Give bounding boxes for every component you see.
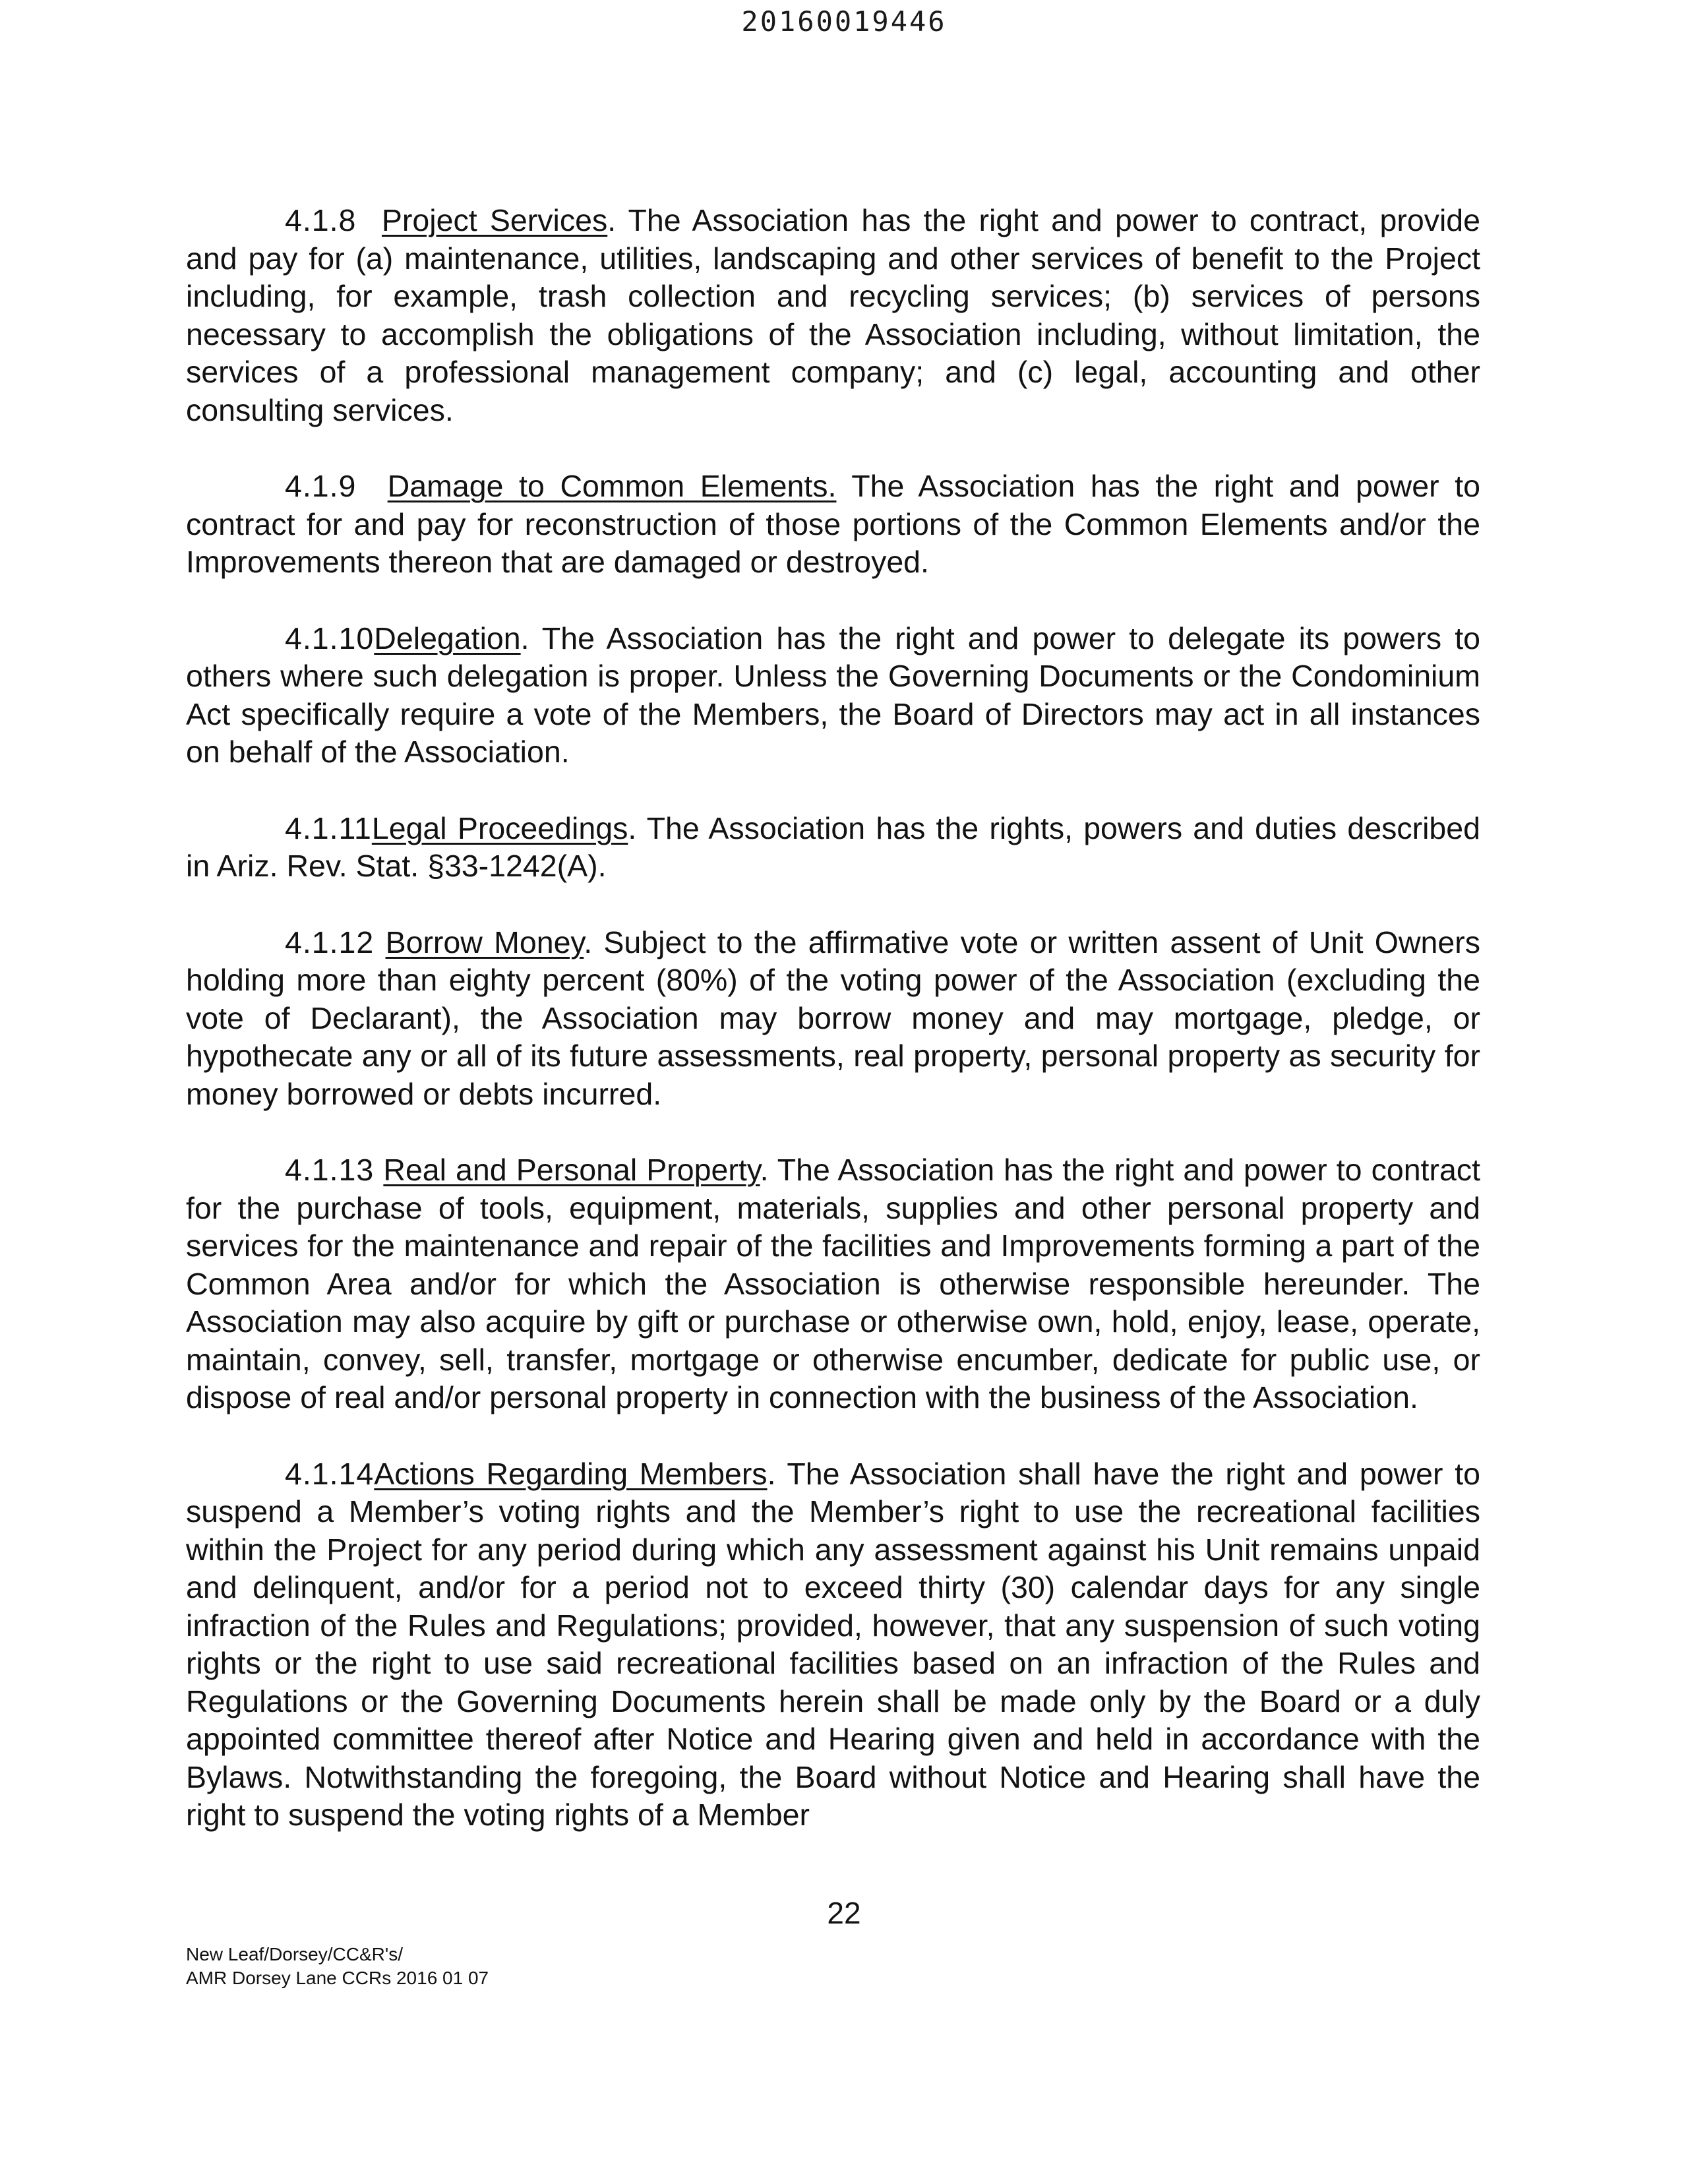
- section-text: . The Association has the right and power to delegate its powers to others where such delegation is proper. Unless the Governing Documents or the Condominium Act specifically require a vote of the Members, the Board of Directors may act in all instances on behalf of the Association.: [186, 621, 1480, 769]
- document-body: [186, 202, 1480, 1835]
- section-text: . Subject to the affirmative vote or written assent of Unit Owners holding more than eighty percent (80%) of the voting power of the Association (excluding the vote of Declarant), the Association may borrow money and may mortgage, pledge, or hypothecate any or all of its future assessments, real property, personal property as security for money borrowed or debts incurred.: [186, 925, 1481, 1111]
- section-number: 4.1.8: [285, 203, 357, 237]
- section-number: 4.1.9: [285, 469, 357, 503]
- section-title: Project Services: [381, 203, 608, 237]
- section-4-1-10: [186, 620, 1480, 772]
- section-4-1-14: [186, 1455, 1480, 1835]
- document-recording-number: 20160019446: [741, 5, 947, 38]
- section-number: 4.1.12: [285, 925, 375, 959]
- footer-line-1: New Leaf/Dorsey/CC&R's/: [186, 1944, 403, 1964]
- section-text: . The Association shall have the right and power to suspend a Member’s voting rights and the Member’s right to use the recreational facilities within the Project for any period during which any assessment against his Unit remains unpaid and delinquent, and/or for a period not to exceed thirty (30) calendar days for any single infraction of the Rules and Regulations; provided, however, that any suspension of such voting rights or the right to use said recreational facilities based on an infraction of the Rules and Regulations or the Governing Documents herein shall be made only by the Board or a duly appointed committee thereof after Notice and Hearing given and held in accordance with the Bylaws. Notwithstanding the foregoing, the Board without Notice and Hearing shall have the right to suspend the voting rights of a Member: [186, 1456, 1480, 1832]
- section-text: . The Association has the rights, powers and duties described in Ariz. Rev. Stat. §33-1242(A).: [186, 810, 1480, 883]
- section-text: The Association has the right and power to contract for and pay for reconstruction of those portions of the Common Elements and/or the Improvements thereon that are damaged or destroyed.: [186, 469, 1481, 579]
- section-text: . The Association has the right and power to contract, provide and pay for (a) maintenance, utilities, landscaping and other services of benefit to the Project including, for example, trash collection and recycling services; (b) services of persons necessary to accomplish the obligations of the Association including, without limitation, the services of a professional management company; and (c) legal, accounting and other consulting services.: [186, 203, 1481, 427]
- section-number: 4.1.11: [285, 810, 372, 845]
- file-path-footer: [186, 1943, 489, 1990]
- section-number: 4.1.13: [285, 1153, 375, 1187]
- footer-line-2: AMR Dorsey Lane CCRs 2016 01 07: [186, 1968, 489, 1988]
- page-number: 22: [827, 1896, 861, 1930]
- section-title: Real and Personal Property: [383, 1153, 760, 1187]
- section-title: Actions Regarding Members: [374, 1456, 768, 1491]
- section-title: Borrow Money: [385, 925, 584, 959]
- section-4-1-8: [186, 202, 1480, 429]
- section-4-1-11: [186, 810, 1480, 886]
- section-4-1-13: [186, 1151, 1480, 1417]
- section-title: Legal Proceedings: [371, 810, 628, 845]
- section-4-1-9: [186, 468, 1480, 582]
- section-4-1-12: [186, 924, 1480, 1114]
- section-number: 4.1.10: [285, 621, 375, 655]
- section-title: Delegation: [374, 621, 521, 655]
- section-text: . The Association has the right and power to contract for the purchase of tools, equipment, materials, supplies and other personal property and services for the maintenance and repair of the facilities and Improvements forming a part of the Common Area and/or for which the Association is otherwise responsible hereunder. The Association may also acquire by gift or purchase or otherwise own, hold, enjoy, lease, operate, maintain, convey, sell, transfer, mortgage or otherwise encumber, dedicate for public use, or dispose of real and/or personal property in connection with the business of the Association.: [186, 1153, 1480, 1414]
- section-title: Damage to Common Elements.: [387, 469, 837, 503]
- section-number: 4.1.14: [285, 1456, 375, 1491]
